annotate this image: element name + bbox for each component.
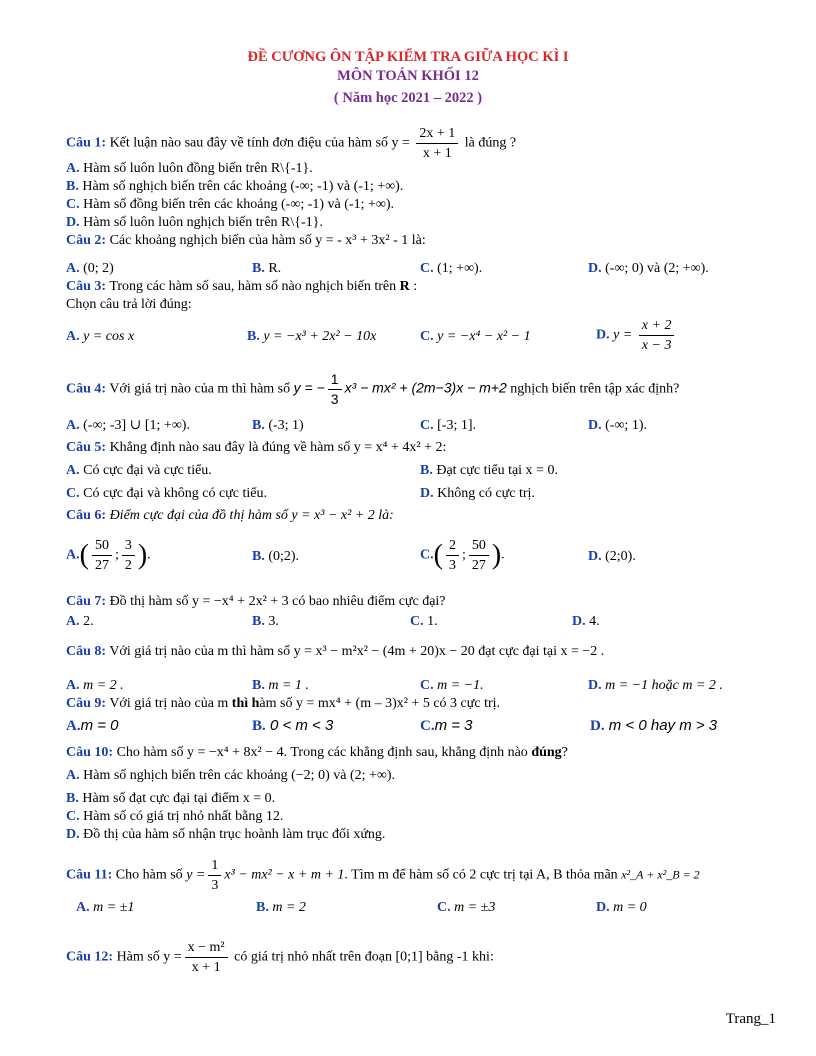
question-7 bbox=[66, 594, 446, 610]
option-d[interactable] bbox=[596, 318, 677, 353]
question-label: Câu 6: bbox=[66, 508, 107, 523]
fraction-denominator: 27 bbox=[94, 558, 109, 573]
option-letter: D. bbox=[596, 900, 610, 915]
option-letter: A. bbox=[66, 463, 80, 478]
fraction-denominator: x + 1 bbox=[422, 146, 452, 161]
option-a[interactable] bbox=[66, 261, 114, 277]
question-label: Câu 12: bbox=[66, 949, 114, 965]
option-d[interactable] bbox=[596, 900, 647, 916]
option-c[interactable] bbox=[420, 678, 484, 694]
option-letter: A. bbox=[66, 678, 80, 693]
option-text: (0; 2) bbox=[83, 261, 114, 276]
option-a[interactable]: A.( $\frac{50}{27}$ ; $\frac{3}{2}$ ). bbox=[66, 538, 151, 573]
question-2 bbox=[66, 233, 426, 249]
question-text: Hàm số bbox=[116, 949, 160, 965]
option-text: (-∞; -3] ∪ [1; +∞). bbox=[83, 418, 190, 433]
option-text: Hàm số nghịch biến trên các khoảng (-∞; -1) và (-1; +∞). bbox=[82, 179, 404, 194]
fraction-denominator: 3 bbox=[330, 391, 339, 407]
option-letter: B. bbox=[252, 718, 266, 734]
fraction-numerator: 3 bbox=[122, 538, 135, 556]
question-text: Khẳng định nào sau đây là đúng về hàm số y = x⁴ + 4x² + 2: bbox=[109, 440, 447, 455]
question-10 bbox=[66, 745, 568, 761]
option-letter: B. bbox=[420, 463, 433, 478]
option-letter: D. bbox=[420, 486, 434, 501]
question-text-continued: àm số y = mx⁴ + (m – 3)x² + 5 có 3 cực trị. bbox=[259, 696, 501, 711]
option-d[interactable] bbox=[588, 678, 723, 694]
option-text: m = −1 hoặc m = 2 . bbox=[605, 678, 723, 693]
question-label: Câu 4: bbox=[66, 381, 107, 397]
question-label: Câu 9: bbox=[66, 696, 107, 711]
option-d[interactable] bbox=[588, 418, 647, 434]
option-letter: A. bbox=[66, 614, 80, 629]
fraction-numerator: 1 bbox=[328, 372, 342, 390]
option-letter: C. bbox=[420, 261, 434, 276]
option-c[interactable] bbox=[66, 486, 267, 502]
option-text: (-∞; 0) và (2; +∞). bbox=[605, 261, 709, 276]
formula-lhs: y = − bbox=[293, 379, 325, 396]
option-text: y = −x⁴ − x² − 1 bbox=[437, 329, 531, 344]
option-letter: D. bbox=[66, 215, 80, 230]
option-a[interactable] bbox=[66, 161, 313, 177]
option-letter: B. bbox=[252, 261, 265, 276]
option-c[interactable] bbox=[410, 614, 438, 630]
formula-lhs: y = bbox=[186, 867, 206, 883]
question-punctuation: : bbox=[413, 279, 418, 294]
right-paren: ) bbox=[491, 539, 502, 571]
option-a[interactable] bbox=[76, 900, 134, 916]
option-a[interactable] bbox=[66, 418, 190, 434]
option-letter: B. bbox=[252, 678, 265, 693]
formula-fraction bbox=[122, 538, 135, 573]
option-b[interactable] bbox=[66, 179, 403, 195]
option-letter: A. bbox=[66, 329, 80, 344]
option-c[interactable] bbox=[420, 261, 482, 277]
question-tail: . Tìm m để hàm số có 2 cực trị tại A, B thỏa mãn bbox=[344, 867, 618, 883]
option-c[interactable]: C.( $\frac{2}{3}$ ; $\frac{50}{27}$ ). bbox=[420, 538, 505, 573]
option-letter: A. bbox=[66, 547, 80, 563]
option-letter: B. bbox=[66, 791, 79, 806]
formula-rest: x³ − mx² − x + m + 1 bbox=[224, 867, 345, 883]
option-text: Có cực đại và không có cực tiểu. bbox=[83, 486, 268, 501]
option-letter: B. bbox=[66, 179, 79, 194]
option-letter: C. bbox=[66, 809, 80, 824]
question-text: Trong các hàm số sau, hàm số nào nghịch biến trên bbox=[109, 279, 397, 294]
option-text: m = ±3 bbox=[454, 900, 496, 915]
option-text: m < 0 hay m > 3 bbox=[608, 717, 718, 734]
option-text: (0;2). bbox=[268, 549, 300, 564]
right-paren: ) bbox=[137, 539, 148, 571]
document-subject: MÔN TOÁN KHỐI 12 bbox=[337, 68, 479, 84]
option-text: y = −x³ + 2x² − 10x bbox=[263, 329, 377, 344]
real-set-symbol: R bbox=[399, 279, 410, 294]
question-tail: có giá trị nhỏ nhất trên đoạn [0;1] bằng -1 khi: bbox=[234, 949, 494, 965]
question-text: Với giá trị nào của m thì hàm số bbox=[109, 381, 291, 397]
option-d[interactable] bbox=[66, 827, 385, 843]
option-letter: C. bbox=[66, 197, 80, 212]
option-text: (-∞; 1). bbox=[605, 418, 647, 433]
formula-fraction bbox=[328, 372, 342, 407]
option-letter: D. bbox=[588, 261, 602, 276]
question-label: Câu 10: bbox=[66, 745, 114, 760]
option-d[interactable] bbox=[420, 486, 535, 502]
option-letter: C. bbox=[66, 486, 80, 501]
option-text: Hàm số đồng biến trên các khoảng (-∞; -1) và (-1; +∞). bbox=[83, 197, 394, 212]
option-letter: A. bbox=[76, 900, 90, 915]
option-letter: B. bbox=[256, 900, 269, 915]
question-12 bbox=[66, 940, 494, 975]
option-letter: B. bbox=[252, 549, 265, 564]
option-text: y = cos x bbox=[83, 329, 135, 344]
option-text: 2. bbox=[83, 614, 94, 629]
formula-fraction bbox=[208, 858, 221, 893]
question-text: Với giá trị nào của m thì hàm số y = x³ − m²x² − (4m + 20)x − 20 đạt cực đại tại x = −2 . bbox=[109, 644, 605, 659]
formula-rest: x³ − mx² + (2m−3)x − m+2 bbox=[344, 379, 507, 396]
option-text: m = 3 bbox=[434, 717, 473, 734]
question-label: Câu 8: bbox=[66, 644, 107, 659]
fraction-numerator: 2 bbox=[446, 538, 459, 556]
option-letter: D. bbox=[588, 549, 602, 564]
option-text: [-3; 1]. bbox=[437, 418, 477, 433]
option-d[interactable] bbox=[572, 614, 600, 630]
option-text: Có cực đại và cực tiểu. bbox=[83, 463, 212, 478]
option-a[interactable] bbox=[66, 329, 134, 345]
option-c[interactable] bbox=[437, 900, 495, 916]
formula-fraction bbox=[446, 538, 459, 573]
option-text: R. bbox=[268, 261, 282, 276]
option-d[interactable] bbox=[590, 718, 717, 734]
question-text: Cho hàm số y = −x⁴ + 8x² − 4. Trong các khẳng định sau, khẳng định nào bbox=[116, 745, 532, 760]
option-b[interactable] bbox=[247, 329, 376, 345]
condition-formula: x²_A + x²_B = 2 bbox=[621, 867, 700, 882]
formula-fraction bbox=[469, 538, 489, 573]
option-letter: C. bbox=[410, 614, 424, 629]
question-8 bbox=[66, 644, 604, 660]
option-a[interactable] bbox=[66, 678, 124, 694]
option-a[interactable] bbox=[66, 463, 212, 479]
option-letter: C. bbox=[420, 418, 434, 433]
option-text: Đạt cực tiểu tại x = 0. bbox=[436, 463, 558, 478]
option-c[interactable] bbox=[66, 197, 394, 213]
fraction-numerator: 50 bbox=[469, 538, 489, 556]
option-b[interactable] bbox=[420, 463, 558, 479]
document-year: ( Năm học 2021 – 2022 ) bbox=[333, 90, 483, 106]
option-letter: A. bbox=[66, 768, 80, 783]
option-text: m = 2 . bbox=[83, 678, 124, 693]
option-c[interactable] bbox=[420, 418, 476, 434]
option-text: 1. bbox=[427, 614, 438, 629]
formula-lhs: y = bbox=[613, 327, 633, 343]
fraction-numerator: x + 2 bbox=[639, 318, 675, 336]
option-letter: A. bbox=[66, 418, 80, 433]
left-paren: ( bbox=[79, 539, 89, 571]
option-letter: A. bbox=[66, 718, 81, 734]
question-6 bbox=[66, 508, 394, 524]
question-prompt: Chọn câu trả lời đúng: bbox=[66, 297, 192, 312]
question-text: Các khoảng nghịch biến của hàm số y = - x³ + 3x² - 1 là: bbox=[109, 233, 426, 248]
option-text: m = ±1 bbox=[93, 900, 135, 915]
option-text: m = 1 . bbox=[268, 678, 309, 693]
option-letter: C. bbox=[420, 329, 434, 344]
option-letter: B. bbox=[247, 329, 260, 344]
fraction-denominator: 3 bbox=[211, 878, 219, 893]
option-text: Hàm số đạt cực đại tại điểm x = 0. bbox=[82, 791, 276, 806]
fraction-denominator: x + 1 bbox=[191, 960, 221, 975]
question-label: Câu 2: bbox=[66, 233, 107, 248]
option-letter: C. bbox=[420, 678, 434, 693]
fraction-denominator: 2 bbox=[124, 558, 132, 573]
question-text-bold: đúng bbox=[531, 745, 562, 760]
left-paren: ( bbox=[433, 539, 443, 571]
question-9 bbox=[66, 696, 500, 712]
question-text-continued: ? bbox=[561, 745, 568, 760]
page-number: Trang_1 bbox=[725, 1011, 776, 1027]
option-text: Hàm số nghịch biến trên các khoảng (−2; 0) và (2; +∞). bbox=[83, 768, 396, 783]
option-letter: D. bbox=[572, 614, 586, 629]
option-text: 4. bbox=[589, 614, 600, 629]
option-text: Hàm số có giá trị nhỏ nhất bằng 12. bbox=[83, 809, 284, 824]
question-label: Câu 11: bbox=[66, 867, 113, 883]
option-letter: B. bbox=[252, 614, 265, 629]
option-c[interactable] bbox=[66, 809, 283, 825]
option-b[interactable] bbox=[66, 791, 275, 807]
option-d[interactable] bbox=[588, 549, 636, 565]
option-text: m = 0 bbox=[613, 900, 647, 915]
option-letter: D. bbox=[588, 678, 602, 693]
fraction-numerator: 50 bbox=[92, 538, 112, 556]
option-letter: C. bbox=[420, 547, 434, 563]
option-text: (-3; 1) bbox=[268, 418, 304, 433]
option-letter: D. bbox=[590, 718, 605, 734]
formula-fraction bbox=[185, 940, 228, 975]
formula-fraction bbox=[92, 538, 112, 573]
document-title: ĐỀ CƯƠNG ÔN TẬP KIỂM TRA GIỮA HỌC KÌ I bbox=[247, 49, 569, 65]
option-text: m = 0 bbox=[80, 717, 119, 734]
option-b[interactable] bbox=[252, 418, 304, 434]
option-b[interactable] bbox=[252, 614, 279, 630]
option-text: (1; +∞). bbox=[437, 261, 483, 276]
question-text: Điểm cực đại của đồ thị hàm số y = x³ − x² + 2 là: bbox=[109, 508, 394, 523]
option-letter: D. bbox=[596, 327, 610, 343]
option-letter: C. bbox=[437, 900, 451, 915]
formula-fraction bbox=[639, 318, 675, 353]
question-label: Câu 7: bbox=[66, 594, 107, 609]
option-b[interactable] bbox=[252, 549, 299, 565]
question-label: Câu 1: bbox=[66, 135, 107, 151]
question-4 bbox=[66, 372, 679, 407]
option-letter: B. bbox=[252, 418, 265, 433]
option-text: Không có cực trị. bbox=[437, 486, 535, 501]
option-d[interactable] bbox=[588, 261, 709, 277]
option-text: m = −1. bbox=[437, 678, 484, 693]
question-text: Đồ thị hàm số y = −x⁴ + 2x² + 3 có bao nhiêu điểm cực đại? bbox=[109, 594, 446, 609]
option-text: 0 < m < 3 bbox=[269, 717, 334, 734]
formula-fraction bbox=[416, 126, 458, 161]
question-text-bold: thì h bbox=[231, 696, 260, 711]
option-b[interactable] bbox=[252, 678, 309, 694]
option-letter: C. bbox=[420, 718, 435, 734]
option-b[interactable] bbox=[252, 261, 281, 277]
option-text: 3. bbox=[268, 614, 279, 629]
option-text: (2;0). bbox=[605, 549, 636, 564]
question-5 bbox=[66, 440, 446, 456]
option-text: Đồ thị của hàm số nhận trục hoành làm trục đối xứng. bbox=[83, 827, 386, 842]
fraction-denominator: x − 3 bbox=[641, 338, 672, 353]
fraction-denominator: 3 bbox=[448, 558, 456, 573]
option-letter: D. bbox=[588, 418, 602, 433]
question-tail: nghịch biến trên tập xác định? bbox=[510, 381, 680, 397]
question-text: Kết luận nào sau đây về tính đơn điệu của hàm số bbox=[109, 135, 388, 151]
formula-lhs: y = bbox=[163, 949, 182, 965]
question-11 bbox=[66, 858, 700, 893]
option-a[interactable] bbox=[66, 614, 94, 630]
option-a[interactable] bbox=[66, 768, 395, 784]
option-b[interactable] bbox=[252, 718, 333, 734]
question-1 bbox=[66, 126, 516, 161]
option-text: m = 2 bbox=[272, 900, 306, 915]
question-label: Câu 5: bbox=[66, 440, 107, 455]
fraction-numerator: x − m² bbox=[185, 940, 228, 958]
option-d[interactable] bbox=[66, 215, 323, 231]
option-c[interactable] bbox=[420, 329, 531, 345]
option-text: Hàm số luôn luôn nghịch biến trên R\{-1}. bbox=[83, 215, 323, 230]
option-text: Hàm số luôn luôn đồng biến trên R\{-1}. bbox=[83, 161, 313, 176]
question-3 bbox=[66, 279, 417, 295]
option-letter: A. bbox=[66, 161, 80, 176]
fraction-numerator: 1 bbox=[208, 858, 221, 876]
formula-lhs: y = bbox=[391, 135, 410, 151]
option-letter: D. bbox=[66, 827, 80, 842]
question-tail: là đúng ? bbox=[464, 135, 517, 151]
question-text: Cho hàm số bbox=[115, 867, 183, 883]
option-c[interactable] bbox=[420, 718, 473, 734]
option-a[interactable] bbox=[66, 718, 119, 734]
question-text: Với giá trị nào của m bbox=[109, 696, 232, 711]
option-letter: A. bbox=[66, 261, 80, 276]
fraction-numerator: 2x + 1 bbox=[416, 126, 458, 144]
fraction-denominator: 27 bbox=[471, 558, 486, 573]
question-label: Câu 3: bbox=[66, 279, 107, 294]
option-b[interactable] bbox=[256, 900, 306, 916]
